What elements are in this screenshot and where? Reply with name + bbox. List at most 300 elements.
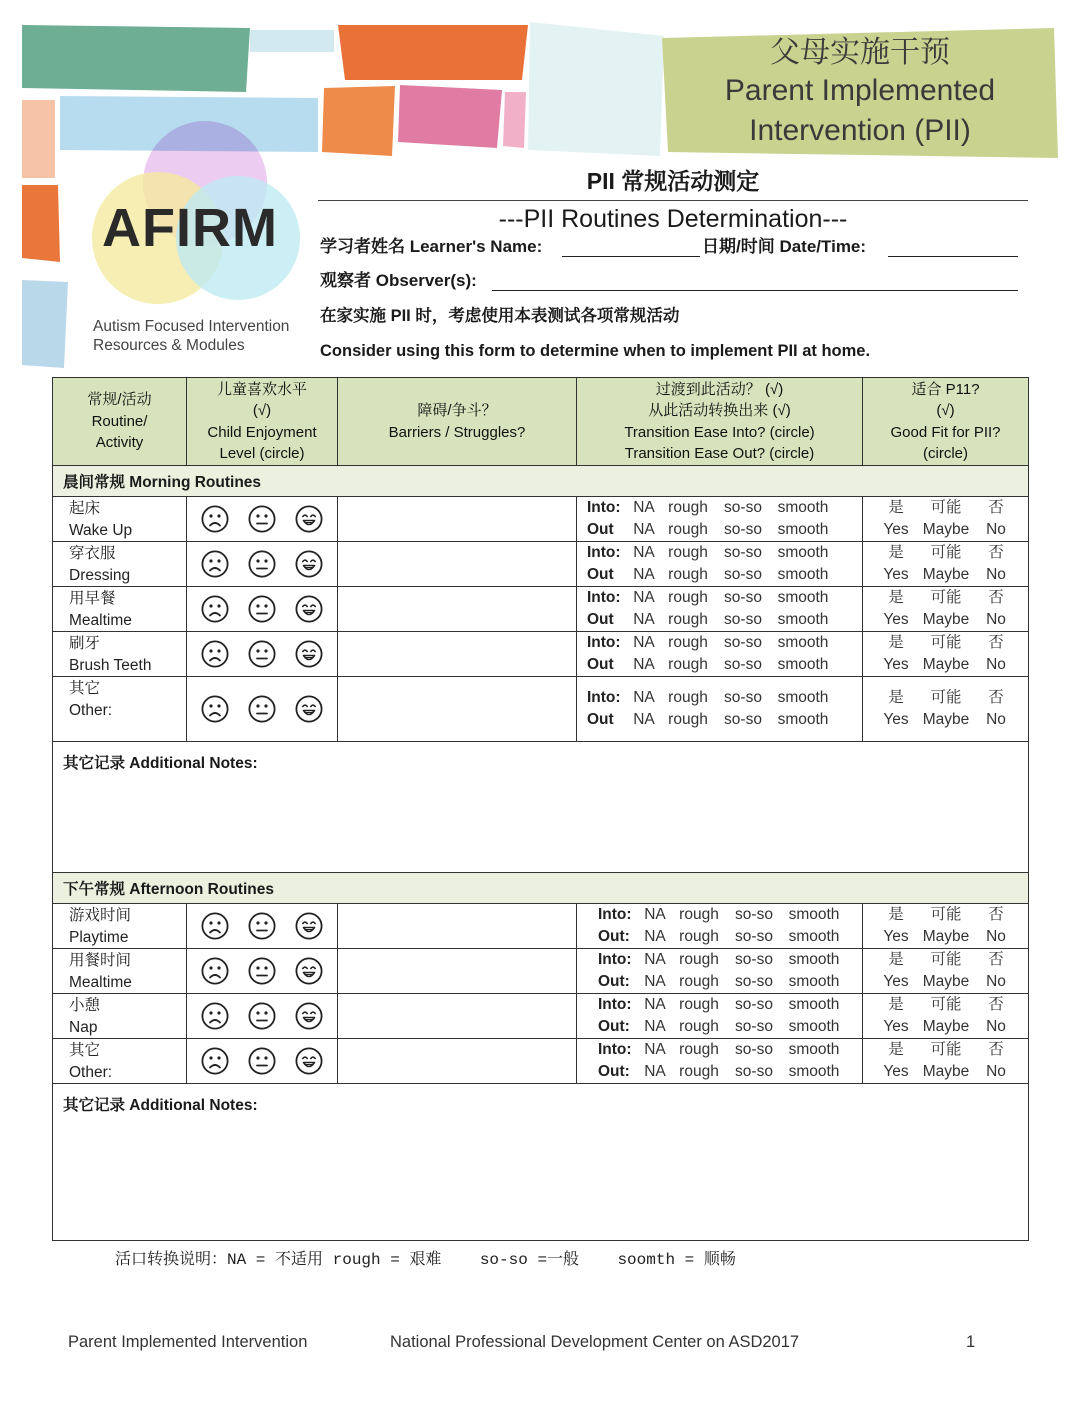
header-line: 障碍/争斗？ [417, 402, 497, 419]
transition-option: rough [679, 951, 719, 968]
transition-option: NA [633, 689, 655, 706]
transition-cell [577, 904, 863, 949]
transition-out-label: Out [587, 566, 614, 583]
good-fit-option: No [986, 521, 1006, 538]
good-fit-option: 可能 [930, 951, 962, 968]
good-fit-option: 可能 [930, 634, 962, 651]
enjoyment-faces-cell [187, 587, 338, 632]
header-line: (√) [252, 402, 272, 419]
date-time-label: 日期/时间 Date/Time: [702, 237, 867, 256]
good-fit-option: 是 [888, 906, 904, 923]
transition-legend: 活口转换说明：NA = 不适用 rough = 艰难 so-so =一般 soomth = 顺畅 [115, 1251, 736, 1269]
enjoyment-faces [187, 505, 337, 533]
afternoon-section-row [53, 873, 1029, 904]
transition-option: rough [679, 973, 719, 990]
table-row [53, 587, 1029, 632]
transition-option: rough [679, 996, 719, 1013]
sad-face-icon [201, 505, 229, 533]
good-fit-cn-line [863, 632, 1028, 654]
enjoyment-faces [187, 595, 337, 623]
enjoyment-faces-cell [187, 632, 338, 677]
good-fit-option: 可能 [930, 689, 962, 706]
transition-option: NA [644, 996, 666, 1013]
good-fit-option: 否 [988, 544, 1004, 561]
routine-name-en: Brush Teeth [69, 656, 152, 674]
happy-face-icon [295, 505, 323, 533]
transition-option: smooth [777, 499, 829, 516]
header-line: 从此活动转换出来 (√) [648, 402, 791, 419]
transition-option: smooth [777, 689, 829, 706]
transition-out-line [577, 564, 862, 586]
transition-option: rough [668, 566, 708, 583]
transition-out-line [577, 609, 862, 631]
good-fit-cell [863, 632, 1029, 677]
morning-section-title: 晨间常规 Morning Routines [53, 466, 1029, 497]
table-row [53, 677, 1029, 742]
transition-into-label: Into: [587, 499, 621, 516]
instruction-en: Consider using this form to determine when to implement PII at home. [320, 342, 871, 360]
transition-option: NA [633, 611, 655, 628]
enjoyment-faces-cell [187, 677, 338, 742]
good-fit-en-line [863, 654, 1028, 676]
good-fit-option: 否 [988, 906, 1004, 923]
neutral-face-icon [248, 505, 276, 533]
logo-tagline-2: Resources & Modules [93, 337, 245, 354]
routine-name-cn: 游戏时间 [69, 907, 132, 924]
happy-face-icon [295, 595, 323, 623]
barriers-cell [338, 994, 577, 1039]
transition-option: rough [679, 928, 719, 945]
transition-option: NA [633, 521, 655, 538]
good-fit-cn-line [863, 497, 1028, 519]
transition-option: rough [679, 906, 719, 923]
transition-out-label: Out [587, 611, 614, 628]
transition-option: rough [668, 589, 708, 606]
transition-option: NA [633, 634, 655, 651]
good-fit-cell [863, 497, 1029, 542]
transition-out-line [577, 926, 862, 948]
good-fit-option: No [986, 656, 1006, 673]
barriers-cell [338, 632, 577, 677]
routine-name-cell [53, 632, 187, 677]
transition-option: so-so [735, 973, 773, 990]
header-line: Transition Ease Out? (circle) [624, 445, 815, 462]
transition-option: smooth [788, 996, 840, 1013]
good-fit-option: Maybe [922, 1018, 970, 1035]
enjoyment-faces-cell [187, 1039, 338, 1084]
good-fit-en-line [863, 609, 1028, 631]
transition-option: NA [633, 566, 655, 583]
enjoyment-faces-cell [187, 994, 338, 1039]
transition-option: smooth [777, 566, 829, 583]
barriers-cell [338, 587, 577, 632]
good-fit-option: No [986, 1063, 1006, 1080]
transition-option: so-so [724, 544, 762, 561]
good-fit-option: 是 [888, 996, 904, 1013]
transition-option: rough [679, 1018, 719, 1035]
good-fit-cn-line [863, 542, 1028, 564]
good-fit-option: Maybe [922, 973, 970, 990]
header-line: (circle) [923, 445, 968, 462]
afternoon-notes-cell [53, 1084, 1029, 1241]
good-fit-option: Yes [883, 566, 909, 583]
header-line: 儿童喜欢水平 [216, 380, 307, 398]
transition-into-line [577, 949, 862, 971]
learner-name-label: 学习者姓名 Learner's Name: [320, 237, 543, 256]
good-fit-cn-line [863, 904, 1028, 926]
good-fit-option: 是 [888, 499, 904, 516]
good-fit-cn-line [863, 949, 1028, 971]
transition-out-label: Out [587, 711, 614, 728]
afternoon-section-title: 下午常规 Afternoon Routines [53, 873, 1029, 904]
routines-table [52, 377, 1029, 1241]
neutral-face-icon [248, 640, 276, 668]
title-box-line-2: Intervention (PII) [749, 114, 971, 147]
good-fit-option: Maybe [922, 566, 970, 583]
transition-option: so-so [724, 566, 762, 583]
transition-option: smooth [788, 951, 840, 968]
transition-into-label: Into: [598, 1041, 632, 1058]
neutral-face-icon [248, 595, 276, 623]
table-header-row [53, 378, 1029, 466]
transition-into-line [577, 904, 862, 926]
routine-name-cell [53, 994, 187, 1039]
good-fit-option: 是 [888, 544, 904, 561]
transition-into-line [577, 587, 862, 609]
good-fit-option: 是 [888, 634, 904, 651]
transition-option: NA [644, 1041, 666, 1058]
header-line: Good Fit for PII? [890, 423, 1001, 441]
transition-into-line [577, 687, 862, 709]
routine-name-cell [53, 542, 187, 587]
good-fit-option: 否 [988, 689, 1004, 706]
transition-out-line [577, 654, 862, 676]
routine-name-cn: 起床 [69, 500, 101, 517]
routine-name-cell [53, 497, 187, 542]
transition-cell [577, 587, 863, 632]
morning-notes-row [53, 742, 1029, 873]
sad-face-icon [201, 1047, 229, 1075]
barriers-cell [338, 1039, 577, 1084]
good-fit-cn-line [863, 994, 1028, 1016]
transition-option: NA [633, 711, 655, 728]
transition-option: smooth [777, 711, 829, 728]
sad-face-icon [201, 695, 229, 723]
transition-option: rough [668, 656, 708, 673]
transition-option: smooth [788, 928, 840, 945]
happy-face-icon [295, 1002, 323, 1030]
transition-option: smooth [788, 973, 840, 990]
good-fit-option: 是 [888, 1041, 904, 1058]
footer-left: Parent Implemented Intervention [68, 1333, 308, 1351]
transition-out-line [577, 519, 862, 541]
transition-cell [577, 1039, 863, 1084]
good-fit-option: 可能 [930, 544, 962, 561]
transition-option: so-so [724, 711, 762, 728]
transition-out-line [577, 971, 862, 993]
enjoyment-faces [187, 1002, 337, 1030]
enjoyment-faces [187, 1047, 337, 1075]
sad-face-icon [201, 550, 229, 578]
good-fit-option: No [986, 928, 1006, 945]
routine-name-cn: 穿衣服 [69, 545, 116, 562]
good-fit-option: 是 [888, 689, 904, 706]
transition-into-label: Into: [598, 996, 632, 1013]
transition-option: rough [668, 521, 708, 538]
routine-name-en: Nap [69, 1018, 98, 1036]
neutral-face-icon [248, 695, 276, 723]
routine-name-en: Dressing [69, 566, 131, 584]
header-line: Transition Ease Into? (circle) [624, 423, 815, 441]
barriers-cell [338, 949, 577, 994]
transition-cell [577, 497, 863, 542]
header-line: 常规/活动 [87, 391, 152, 409]
transition-option: rough [668, 499, 708, 516]
good-fit-cn-line [863, 587, 1028, 609]
transition-out-label: Out: [598, 1063, 630, 1080]
footer-center: National Professional Development Center on ASD2017 [390, 1333, 800, 1351]
neutral-face-icon [248, 912, 276, 940]
barriers-cell [338, 497, 577, 542]
sad-face-icon [201, 957, 229, 985]
header-barriers [338, 378, 577, 466]
good-fit-option: 否 [988, 996, 1004, 1013]
table-row [53, 904, 1029, 949]
good-fit-option: Yes [883, 711, 909, 728]
good-fit-en-line [863, 971, 1028, 993]
title-divider [318, 200, 1028, 201]
transition-into-label: Into: [598, 906, 632, 923]
transition-out-line [577, 1061, 862, 1083]
good-fit-en-line [863, 519, 1028, 541]
header-line: Level (circle) [219, 445, 305, 462]
good-fit-option: Yes [883, 928, 909, 945]
good-fit-cn-line [863, 1039, 1028, 1061]
good-fit-option: No [986, 566, 1006, 583]
good-fit-option: Maybe [922, 611, 970, 628]
routine-name-cn: 用早餐 [69, 590, 116, 607]
additional-notes-label: 其它记录 Additional Notes: [63, 755, 258, 772]
transition-into-label: Into: [587, 689, 621, 706]
transition-cell [577, 677, 863, 742]
transition-cell [577, 949, 863, 994]
transition-out-label: Out: [598, 973, 630, 990]
happy-face-icon [295, 1047, 323, 1075]
sad-face-icon [201, 1002, 229, 1030]
transition-option: so-so [724, 589, 762, 606]
transition-into-label: Into: [587, 544, 621, 561]
routine-name-en: Other: [69, 1063, 113, 1081]
good-fit-option: 否 [988, 499, 1004, 516]
neutral-face-icon [248, 550, 276, 578]
routine-name-cell [53, 904, 187, 949]
transition-option: so-so [735, 928, 773, 945]
transition-into-line [577, 497, 862, 519]
transition-option: smooth [788, 1041, 840, 1058]
transition-option: NA [633, 544, 655, 561]
transition-option: so-so [735, 906, 773, 923]
routine-name-en: Wake Up [69, 521, 133, 539]
good-fit-option: 可能 [930, 996, 962, 1013]
form-title-en: ---PII Routines Determination--- [498, 205, 848, 233]
additional-notes-label: 其它记录 Additional Notes: [63, 1097, 258, 1114]
good-fit-option: Yes [883, 1063, 909, 1080]
transition-option: so-so [724, 521, 762, 538]
transition-option: NA [644, 973, 666, 990]
table-row [53, 632, 1029, 677]
transition-cell [577, 632, 863, 677]
good-fit-option: 可能 [930, 1041, 962, 1058]
transition-out-label: Out: [598, 1018, 630, 1035]
transition-cell [577, 994, 863, 1039]
good-fit-option: Maybe [922, 521, 970, 538]
afternoon-notes-row [53, 1084, 1029, 1241]
happy-face-icon [295, 550, 323, 578]
happy-face-icon [295, 912, 323, 940]
good-fit-option: Yes [883, 973, 909, 990]
good-fit-cell [863, 904, 1029, 949]
table-row [53, 1039, 1029, 1084]
header-line: 过渡到此活动？ (√) [655, 380, 784, 398]
good-fit-option: 否 [988, 951, 1004, 968]
afirm-logo: AFIRM [102, 198, 278, 258]
good-fit-option: Maybe [922, 711, 970, 728]
header-good-fit [863, 378, 1029, 466]
enjoyment-faces-cell [187, 949, 338, 994]
good-fit-option: Yes [883, 611, 909, 628]
good-fit-en-line [863, 564, 1028, 586]
transition-option: so-so [724, 634, 762, 651]
transition-option: rough [668, 711, 708, 728]
good-fit-en-line [863, 1061, 1028, 1083]
transition-option: so-so [735, 1041, 773, 1058]
transition-option: smooth [788, 906, 840, 923]
good-fit-option: 否 [988, 1041, 1004, 1058]
enjoyment-faces [187, 640, 337, 668]
routine-name-en: Playtime [69, 928, 129, 946]
transition-option: rough [668, 634, 708, 651]
routine-name-cn: 刷牙 [69, 635, 101, 652]
good-fit-option: Maybe [922, 1063, 970, 1080]
routine-name-cell [53, 587, 187, 632]
transition-into-line [577, 994, 862, 1016]
good-fit-option: Yes [883, 521, 909, 538]
title-box-line-cn: 父母实施干预 [770, 36, 950, 69]
sad-face-icon [201, 595, 229, 623]
barriers-cell [338, 904, 577, 949]
good-fit-option: Maybe [922, 656, 970, 673]
routine-name-cn: 小憩 [69, 997, 101, 1014]
morning-notes-cell [53, 742, 1029, 873]
happy-face-icon [295, 640, 323, 668]
good-fit-option: No [986, 973, 1006, 990]
transition-out-line [577, 1016, 862, 1038]
transition-out-label: Out [587, 656, 614, 673]
good-fit-option: 是 [888, 951, 904, 968]
transition-option: NA [644, 951, 666, 968]
good-fit-option: Maybe [922, 928, 970, 945]
observer-line [492, 290, 1018, 291]
transition-option: rough [679, 1041, 719, 1058]
happy-face-icon [295, 695, 323, 723]
good-fit-cell [863, 542, 1029, 587]
transition-option: smooth [788, 1018, 840, 1035]
enjoyment-faces-cell [187, 497, 338, 542]
transition-option: smooth [777, 634, 829, 651]
good-fit-option: 可能 [930, 589, 962, 606]
morning-section-row [53, 466, 1029, 497]
routine-name-cell [53, 1039, 187, 1084]
header-line: Barriers / Struggles? [388, 423, 526, 441]
good-fit-option: 可能 [930, 499, 962, 516]
good-fit-en-line [863, 926, 1028, 948]
transition-option: so-so [735, 996, 773, 1013]
good-fit-en-line [863, 709, 1028, 731]
transition-option: so-so [724, 499, 762, 516]
good-fit-cell [863, 1039, 1029, 1084]
good-fit-cell [863, 949, 1029, 994]
transition-out-label: Out: [598, 928, 630, 945]
good-fit-option: 否 [988, 589, 1004, 606]
good-fit-en-line [863, 1016, 1028, 1038]
good-fit-cell [863, 994, 1029, 1039]
table-row [53, 497, 1029, 542]
good-fit-option: 是 [888, 589, 904, 606]
transition-option: rough [668, 544, 708, 561]
transition-out-line [577, 709, 862, 731]
table-row [53, 949, 1029, 994]
good-fit-option: 否 [988, 634, 1004, 651]
transition-option: NA [644, 906, 666, 923]
routine-name-cn: 其它 [69, 680, 101, 697]
enjoyment-faces [187, 550, 337, 578]
instruction-cn: 在家实施 PII 时，考虑使用本表测试各项常规活动 [320, 307, 680, 325]
transition-option: so-so [724, 611, 762, 628]
transition-into-line [577, 1039, 862, 1061]
transition-option: smooth [777, 589, 829, 606]
good-fit-option: Yes [883, 1018, 909, 1035]
header-line: Activity [95, 434, 144, 452]
good-fit-option: No [986, 611, 1006, 628]
date-time-line [888, 256, 1018, 257]
neutral-face-icon [248, 1047, 276, 1075]
good-fit-option: 可能 [930, 906, 962, 923]
good-fit-cn-line [863, 687, 1028, 709]
happy-face-icon [295, 957, 323, 985]
transition-into-line [577, 542, 862, 564]
routine-name-en: Other: [69, 701, 113, 719]
transition-into-label: Into: [598, 951, 632, 968]
transition-option: smooth [777, 544, 829, 561]
routine-name-cn: 其它 [69, 1042, 101, 1059]
table-row [53, 542, 1029, 587]
header-transition [577, 378, 863, 466]
routine-name-en: Mealtime [69, 611, 132, 629]
enjoyment-faces [187, 957, 337, 985]
header-line: Child Enjoyment [207, 423, 317, 441]
good-fit-cell [863, 677, 1029, 742]
observer-label: 观察者 Observer(s): [320, 271, 477, 290]
barriers-cell [338, 542, 577, 587]
header-line: (√) [936, 402, 955, 419]
transition-option: rough [668, 689, 708, 706]
routine-name-en: Mealtime [69, 973, 132, 991]
transition-option: NA [644, 928, 666, 945]
sad-face-icon [201, 912, 229, 940]
good-fit-option: No [986, 1018, 1006, 1035]
transition-option: so-so [724, 656, 762, 673]
enjoyment-faces [187, 695, 337, 723]
